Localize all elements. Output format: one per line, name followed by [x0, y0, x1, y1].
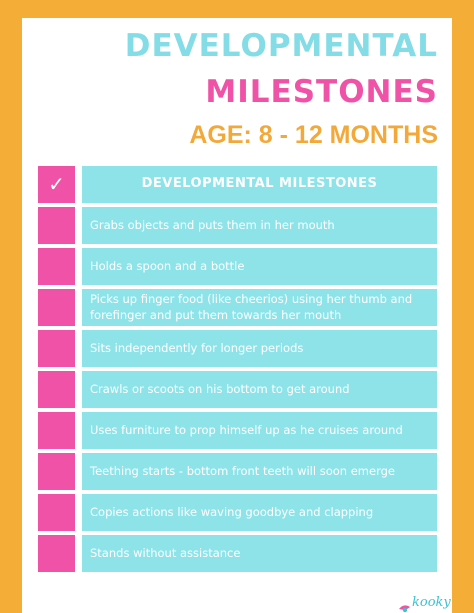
milestone-text: Uses furniture to prop himself up as he cruises around [82, 412, 437, 449]
table-header: DEVELOPMENTAL MILESTONES [82, 166, 437, 203]
milestone-checkbox[interactable] [38, 371, 75, 408]
title-line-2: MILESTONES [205, 74, 438, 110]
svg-text:kooky: kooky [412, 595, 451, 610]
milestone-checkbox[interactable] [38, 535, 75, 572]
milestone-row [38, 289, 437, 326]
milestone-row [38, 371, 437, 408]
milestone-checkbox[interactable] [38, 248, 75, 285]
milestone-checkbox[interactable] [38, 453, 75, 490]
milestone-checkbox[interactable] [38, 494, 75, 531]
milestone-text: Holds a spoon and a bottle [82, 248, 437, 285]
milestone-checkbox[interactable] [38, 289, 75, 326]
title-line-1: DEVELOPMENTAL [124, 28, 438, 64]
milestone-text: Picks up finger food (like cheerios) using her thumb and forefinger and put them towards her mouth [82, 289, 437, 326]
header-checkbox [38, 166, 75, 203]
check-mark-icon: ✓ [48, 172, 65, 196]
milestone-row [38, 412, 437, 449]
milestone-text: Crawls or scoots on his bottom to get around [82, 371, 437, 408]
milestone-row [38, 207, 437, 244]
milestone-row [38, 535, 437, 572]
milestone-checkbox[interactable] [38, 412, 75, 449]
milestone-row [38, 248, 437, 285]
kooky-logo-icon [396, 589, 452, 613]
milestone-text: Teething starts - bottom front teeth will soon emerge [82, 453, 437, 490]
milestone-row [38, 494, 437, 531]
milestone-text: Stands without assistance [82, 535, 437, 572]
milestone-text: Grabs objects and puts them in her mouth [82, 207, 437, 244]
milestone-row [38, 453, 437, 490]
worksheet-page [22, 18, 452, 613]
milestone-checkbox[interactable] [38, 207, 75, 244]
milestone-row [38, 330, 437, 367]
age-range: AGE: 8 - 12 MONTHS [189, 121, 438, 149]
milestone-checkbox[interactable] [38, 330, 75, 367]
milestones-table [38, 166, 437, 576]
milestone-text: Copies actions like waving goodbye and clapping [82, 494, 437, 531]
table-header-row [38, 166, 437, 203]
milestone-text: Sits independently for longer periods [82, 330, 437, 367]
